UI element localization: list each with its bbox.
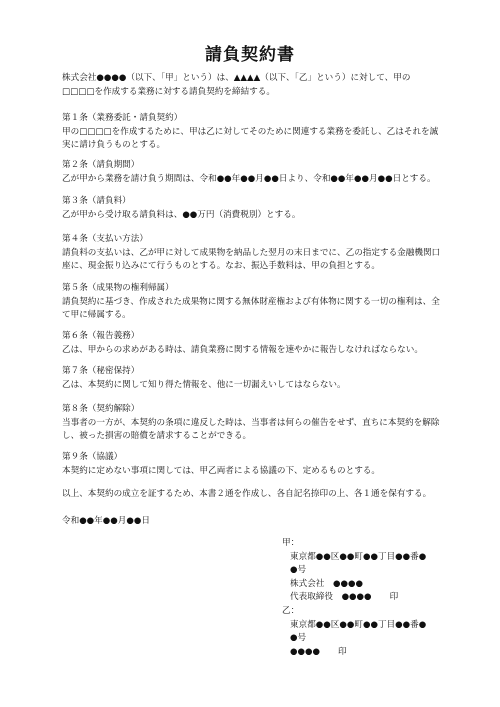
contract-date: 令和●●年●●月●●日 — [62, 516, 150, 526]
article-8 — [62, 403, 442, 444]
party-b-address-line1: 東京都●●区●●町●●丁目●●番● — [290, 619, 427, 630]
article-2 — [62, 159, 442, 186]
article-heading: 第４条（支払い方法） — [62, 234, 148, 244]
article-text: 乙は、甲からの求めがある時は、請負業務に関する情報を速やかに報告しなければならない。 — [62, 344, 423, 355]
party-a-representative: 代表取締役 ●●●● — [290, 592, 372, 602]
article-text: 乙が甲から受け取る請負料は、●●万円（消費税別）とする。 — [62, 209, 301, 220]
party-a-representative-line — [282, 591, 432, 605]
article-text: 請負契約に基づき、作成された成果物に関する無体財産権および有体物に関する一切の権利は、全て甲に帰属する。 — [62, 296, 440, 320]
article-heading: 第３条（請負料） — [62, 196, 131, 206]
article-text: 当事者の一方が、本契約の条項に違反した時は、当事者は何らの催告をせず、直ちに本契約を解除し、被った損害の賠償を請求することができる。 — [62, 417, 440, 441]
party-a-label: 甲： — [282, 538, 300, 548]
party-b-name: ●●●● — [290, 646, 320, 657]
article-text: 乙が甲から業務を請け負う期間は、令和●●年●●月●●日より、令和●●年●●月●●日とする。 — [62, 173, 436, 184]
article-heading: 第６条（報告義務） — [62, 331, 140, 341]
party-a-address-line2: ●号 — [290, 565, 307, 575]
article-1 — [62, 112, 442, 153]
intro-text: 株式会社●●●●（以下、「甲」という）は、▲▲▲▲（以下、「乙」という）に対して、甲の□□□□を作成する業務に対する請負契約を締結する。 — [62, 73, 411, 97]
article-text: 本契約に定めない事項に関しては、甲乙両者による協議の下、定めるものとする。 — [62, 465, 380, 476]
article-7 — [62, 365, 442, 392]
article-9 — [62, 451, 442, 478]
party-a-company: 株式会社 ●●●● — [290, 578, 363, 589]
document-title: 請負契約書 — [205, 45, 295, 65]
article-5 — [62, 282, 442, 323]
party-b-name-line — [282, 646, 432, 660]
article-text: 請負料の支払いは、乙が甲に対して成果物を納品した翌月の末日までに、乙の指定する金融機関口座に、現金振り込みにて行うものとする。なお、振込手数料は、甲の負担とする。 — [62, 247, 441, 271]
article-heading: 第９条（協議） — [62, 452, 123, 462]
article-heading: 第７条（秘密保持） — [62, 366, 140, 376]
article-heading: 第２条（請負期間） — [62, 160, 140, 170]
article-heading: 第８条（契約解除） — [62, 404, 140, 414]
party-b-seal: 印 — [338, 646, 347, 657]
closing-statement: 以上、本契約の成立を証するため、本書２通を作成し、各自記名捺印の上、各１通を保有する。 — [62, 489, 432, 499]
article-text: 甲の□□□□を作成するために、甲は乙に対してそのために関連する業務を委託し、乙はそれを誠実に請け負うものとする。 — [62, 126, 439, 150]
party-a-block — [282, 537, 432, 605]
article-6 — [62, 330, 442, 357]
party-b-label: 乙： — [282, 606, 300, 616]
intro-paragraph — [62, 72, 442, 99]
article-3 — [62, 195, 442, 222]
party-a-seal: 印 — [389, 592, 399, 602]
article-text: 乙は、本契約に関して知り得た情報を、他に一切漏えいしてはならない。 — [62, 379, 346, 390]
article-heading: 第１条（業務委託・請負契約） — [62, 113, 183, 123]
party-b-address-line2: ●号 — [290, 633, 307, 643]
article-heading: 第５条（成果物の権利帰属） — [62, 283, 174, 293]
party-b-block — [282, 605, 432, 659]
party-a-address-line1: 東京都●●区●●町●●丁目●●番● — [290, 551, 427, 562]
article-4 — [62, 233, 442, 274]
